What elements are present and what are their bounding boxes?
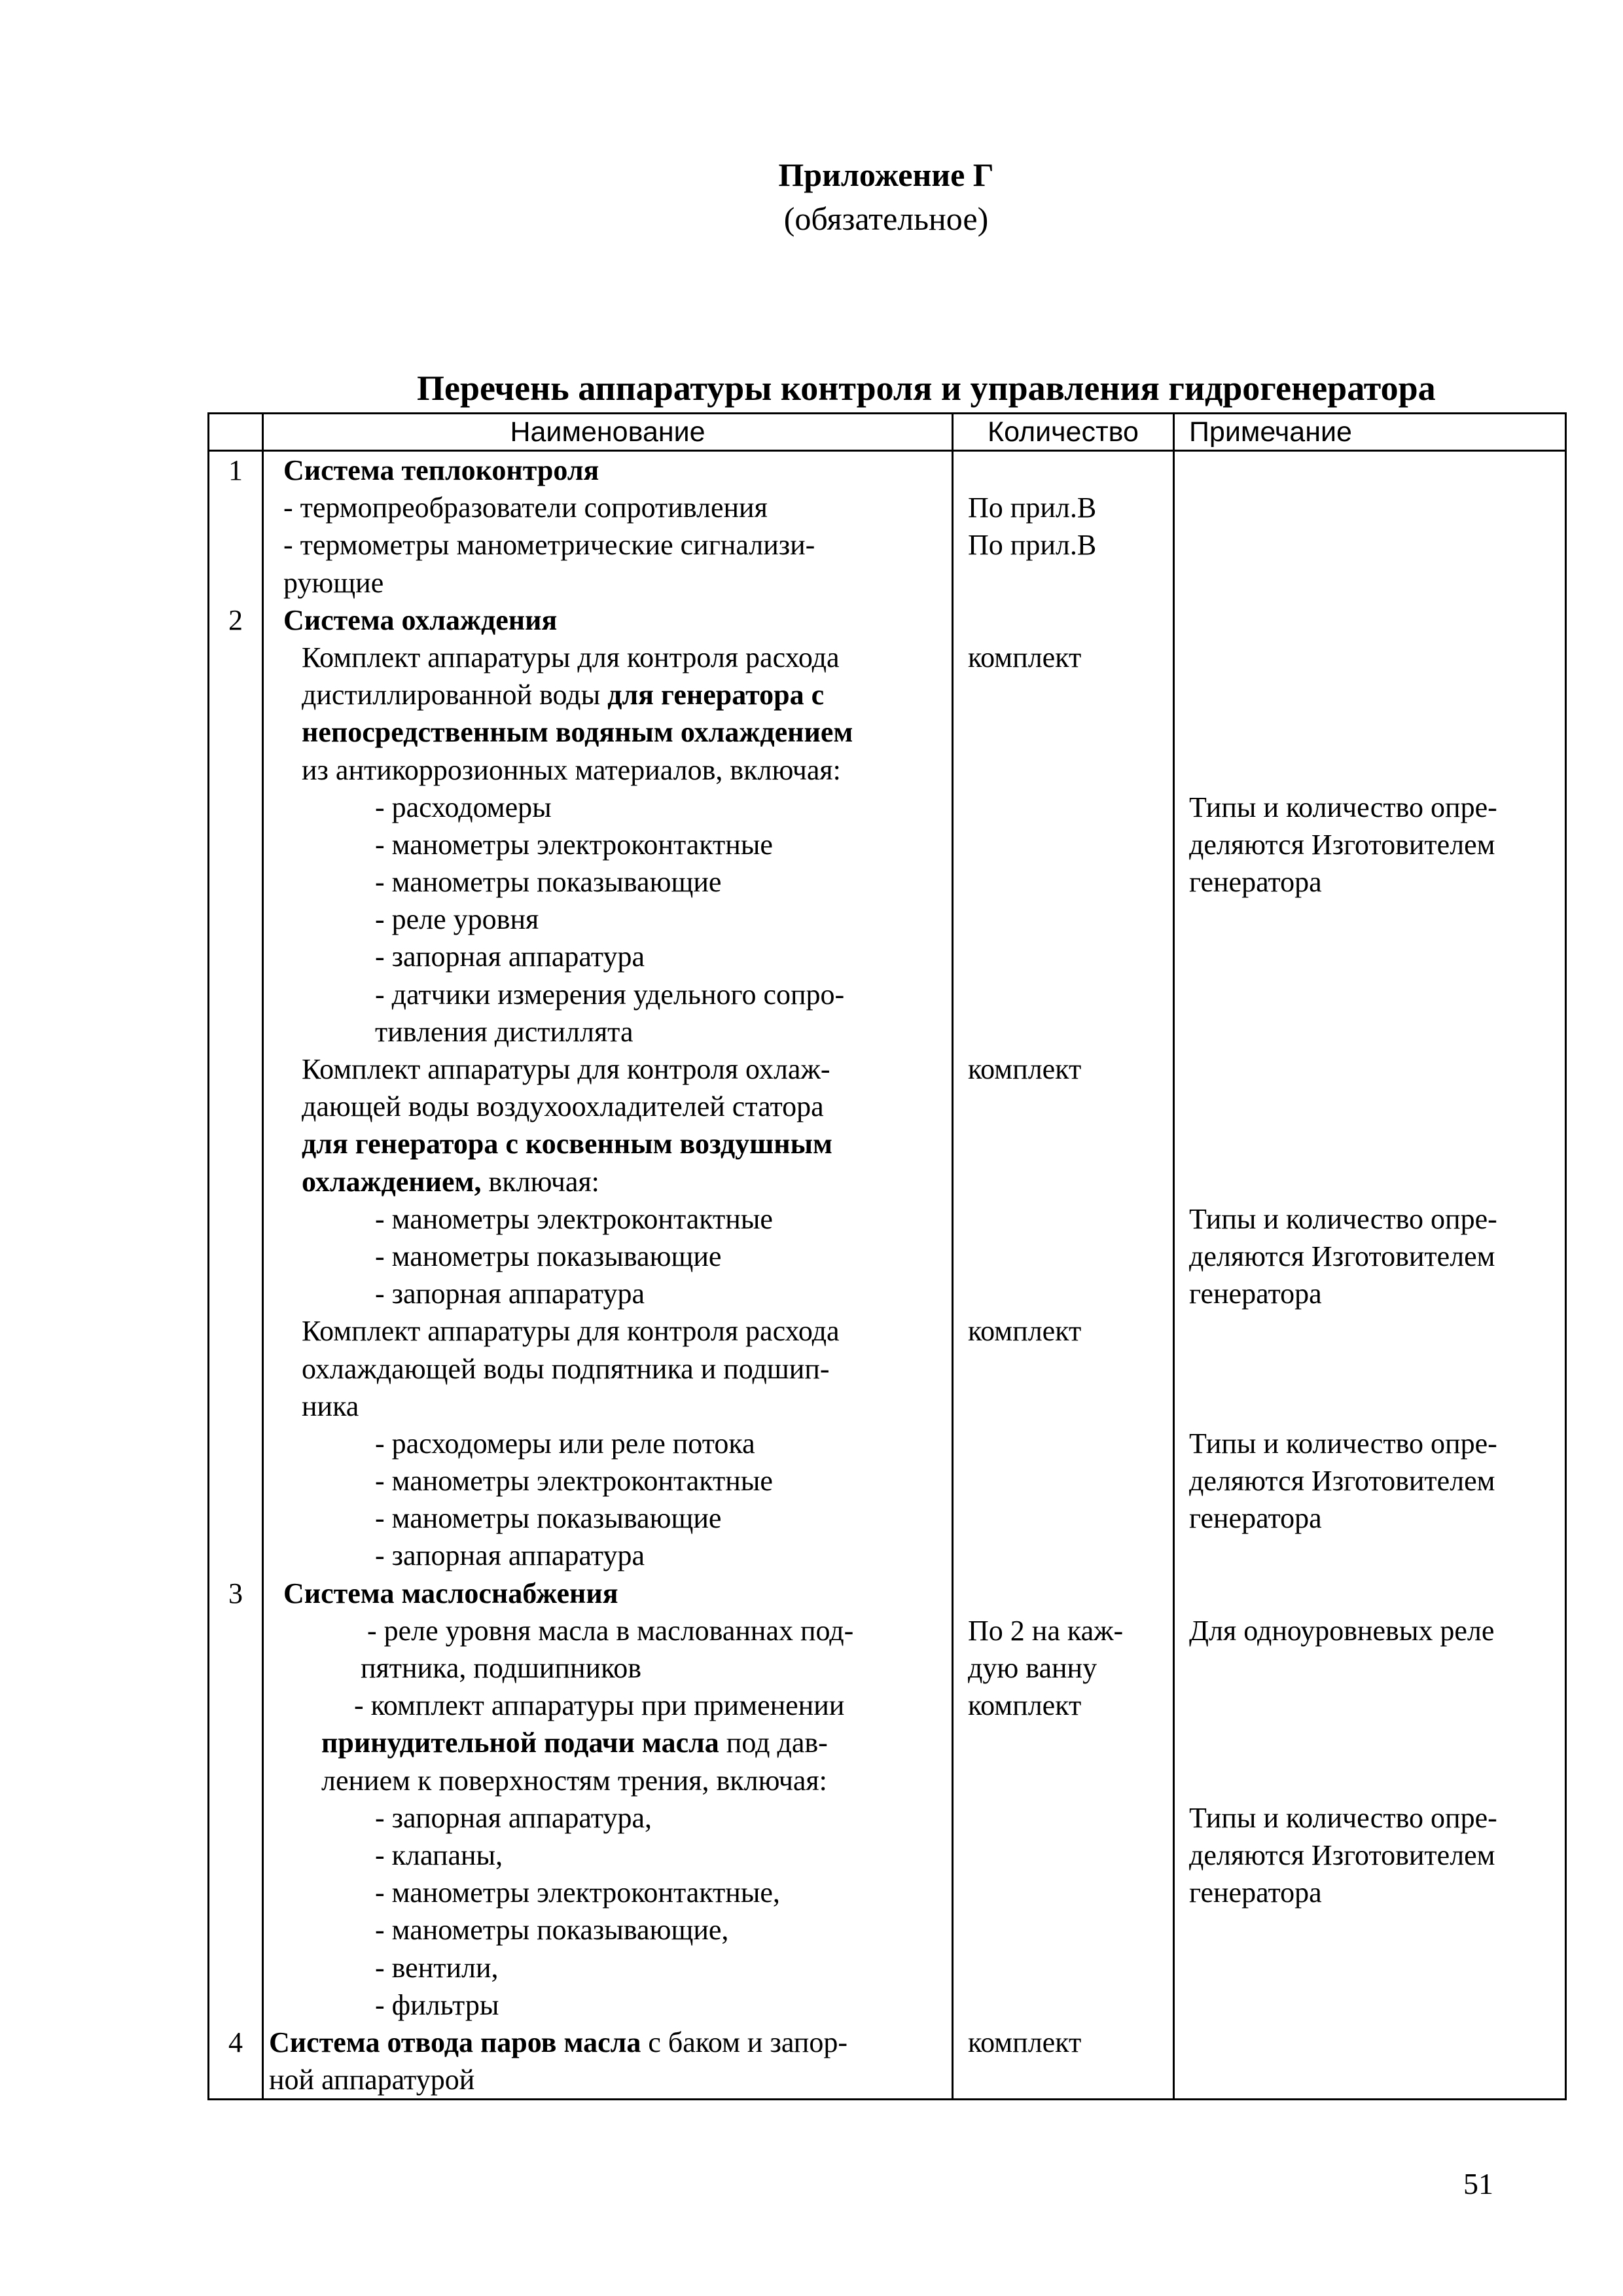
item-note: деляются Изготовителем — [1189, 828, 1495, 861]
row-number — [209, 1612, 262, 1649]
item-name — [264, 2024, 952, 2061]
row-number — [209, 789, 262, 826]
item-note — [1175, 676, 1565, 713]
item-note — [1175, 1350, 1565, 1388]
item-note — [1175, 1911, 1565, 1948]
item-name-part: из антикоррозионных материалов, включая: — [302, 753, 841, 786]
row-number: 1 — [228, 454, 243, 486]
item-name — [264, 826, 952, 863]
page-number: 51 — [1463, 2167, 1493, 2200]
row-number — [209, 1986, 262, 2024]
item-name — [264, 1050, 952, 1088]
item-name-part: Система отвода паров масла — [269, 2026, 641, 2058]
item-note: генератора — [1189, 1876, 1322, 1909]
row-number — [209, 1013, 262, 1050]
item-quantity: дую ванну — [968, 1652, 1097, 1684]
item-name-part: Комплект аппаратуры для контроля расхода — [302, 1315, 840, 1348]
item-note — [1175, 1537, 1565, 1574]
item-note — [1175, 2024, 1565, 2061]
note-column — [1174, 451, 1566, 2100]
item-quantity: комплект — [968, 1315, 1082, 1348]
item-name — [264, 1537, 952, 1574]
item-name-part: - расходомеры или реле потока — [375, 1427, 755, 1460]
header-name: Наименование — [263, 414, 953, 451]
item-note: Типы и количество опре- — [1189, 791, 1497, 823]
item-name-part: - вентили, — [375, 1951, 499, 1984]
item-name-part: для генератора с косвенным воздушным — [302, 1128, 832, 1160]
item-note: генератора — [1189, 1278, 1322, 1310]
item-name — [264, 863, 952, 901]
row-number — [209, 1949, 262, 1986]
item-quantity: комплект — [968, 1053, 1082, 1085]
item-name — [264, 1125, 952, 1162]
item-name — [264, 901, 952, 938]
item-quantity — [954, 1874, 1173, 1911]
item-quantity — [954, 938, 1173, 975]
item-quantity — [954, 1724, 1173, 1761]
item-name-part: дистиллированной воды — [302, 679, 608, 711]
row-number: 2 — [228, 603, 243, 636]
item-note: генератора — [1189, 866, 1322, 899]
item-name — [264, 1799, 952, 1837]
item-name-part: для генератора с — [607, 679, 825, 711]
item-name-part: - манометры показывающие — [375, 1240, 722, 1272]
row-number — [209, 1163, 262, 1200]
item-note — [1175, 938, 1565, 975]
item-name-part: дающей воды воздухоохладителей статора — [302, 1090, 824, 1123]
row-number — [209, 526, 262, 564]
item-name-part: Система охлаждения — [283, 603, 558, 636]
item-name-part: - запорная аппаратура — [375, 1539, 645, 1572]
item-name-part: - клапаны, — [375, 1839, 503, 1871]
item-quantity: По прил.В — [968, 529, 1097, 562]
item-name-part: ника — [302, 1390, 359, 1422]
number-column — [209, 451, 263, 2100]
table-header-row — [209, 414, 1566, 451]
row-number — [209, 489, 262, 526]
item-name — [264, 2061, 952, 2098]
row-number — [209, 1425, 262, 1462]
item-quantity — [954, 676, 1173, 713]
item-quantity — [954, 1350, 1173, 1388]
item-note — [1175, 976, 1565, 1013]
row-number — [209, 1238, 262, 1275]
item-name-part: тивления дистиллята — [375, 1015, 633, 1048]
header-number — [209, 414, 263, 451]
item-note — [1175, 1575, 1565, 1612]
item-name — [264, 1575, 952, 1612]
item-name-part: - фильтры — [375, 1988, 499, 2021]
header-note: Примечание — [1174, 414, 1566, 451]
item-name — [264, 601, 952, 639]
row-number: 3 — [228, 1577, 243, 1609]
item-name-part: - термопреобразователи сопротивления — [283, 492, 768, 524]
item-name — [264, 1986, 952, 2024]
item-quantity — [954, 564, 1173, 601]
quantity-column — [953, 451, 1174, 2100]
item-name-part: ной аппаратурой — [269, 2064, 475, 2096]
item-note — [1175, 601, 1565, 639]
item-quantity — [954, 1499, 1173, 1537]
appendix-title: Приложение Г — [778, 156, 994, 193]
table-title: Перечень аппаратуры контроля и управления гидрогенератора — [417, 368, 1436, 408]
item-note — [1175, 489, 1565, 526]
item-note: Для одноуровневых реле — [1189, 1614, 1495, 1647]
item-quantity — [954, 1462, 1173, 1499]
item-name — [264, 1911, 952, 1948]
item-name-part: Система маслоснабжения — [283, 1577, 618, 1609]
item-name — [264, 1388, 952, 1425]
item-note: генератора — [1189, 1502, 1322, 1535]
table-body-row — [209, 451, 1566, 2100]
item-note: деляются Изготовителем — [1189, 1240, 1495, 1272]
item-quantity — [954, 789, 1173, 826]
item-name — [264, 1312, 952, 1350]
row-number — [209, 1724, 262, 1761]
item-name-part: охлаждением, — [302, 1165, 482, 1198]
item-note — [1175, 1687, 1565, 1724]
item-name-part: включая: — [481, 1165, 599, 1198]
row-number — [209, 1911, 262, 1948]
item-name — [264, 1612, 952, 1649]
item-note: Типы и количество опре- — [1189, 1202, 1497, 1235]
row-number — [209, 1388, 262, 1425]
item-name — [264, 639, 952, 676]
row-number: 4 — [228, 2026, 243, 2058]
item-quantity — [954, 2061, 1173, 2098]
item-name-part: - манометры электроконтактные — [375, 1465, 773, 1498]
item-note — [1175, 1388, 1565, 1425]
row-number — [209, 1762, 262, 1799]
item-name — [264, 1687, 952, 1724]
item-name — [264, 1499, 952, 1537]
item-note: Типы и количество опре- — [1189, 1427, 1497, 1460]
row-number — [209, 1050, 262, 1088]
row-number — [209, 1687, 262, 1724]
item-note — [1175, 1949, 1565, 1986]
item-quantity — [954, 452, 1173, 489]
item-quantity — [954, 1799, 1173, 1837]
item-name — [264, 452, 952, 489]
item-name-part: непосредственным водяным охлаждением — [302, 716, 853, 749]
row-number — [209, 1537, 262, 1574]
item-quantity — [954, 976, 1173, 1013]
item-quantity — [954, 1575, 1173, 1612]
item-note — [1175, 751, 1565, 789]
item-note — [1175, 1050, 1565, 1088]
item-quantity — [954, 901, 1173, 938]
item-name — [264, 976, 952, 1013]
row-number — [209, 639, 262, 676]
item-name-part: - реле уровня — [375, 903, 539, 936]
appendix-subtitle: (обязательное) — [783, 200, 989, 237]
item-name-part: с баком и запор- — [641, 2026, 847, 2058]
row-number — [209, 564, 262, 601]
item-quantity — [954, 1163, 1173, 1200]
item-note: Типы и количество опре- — [1189, 1801, 1497, 1834]
item-name-part: Комплект аппаратуры для контроля расхода — [302, 641, 840, 673]
item-name — [264, 751, 952, 789]
row-number — [209, 863, 262, 901]
item-note — [1175, 564, 1565, 601]
item-quantity — [954, 1911, 1173, 1948]
item-quantity — [954, 1949, 1173, 1986]
item-name — [264, 489, 952, 526]
item-note — [1175, 713, 1565, 751]
item-name-part: - манометры показывающие — [375, 866, 722, 899]
item-note — [1175, 1125, 1565, 1162]
item-name-part: - запорная аппаратура — [375, 941, 645, 973]
item-name — [264, 1874, 952, 1911]
item-name — [264, 1949, 952, 1986]
row-number — [209, 901, 262, 938]
item-quantity: По 2 на каж- — [968, 1614, 1124, 1647]
item-name-part: - манометры показывающие — [375, 1502, 722, 1535]
item-note — [1175, 1762, 1565, 1799]
item-name — [264, 1350, 952, 1388]
item-quantity — [954, 1088, 1173, 1125]
row-number — [209, 1200, 262, 1238]
item-quantity — [954, 713, 1173, 751]
row-number — [209, 1799, 262, 1837]
item-name-part: - расходомеры — [375, 791, 552, 823]
item-name — [264, 676, 952, 713]
item-name-part: - запорная аппаратура — [375, 1278, 645, 1310]
item-name-part: Система теплоконтроля — [283, 454, 599, 486]
item-quantity — [954, 1388, 1173, 1425]
item-quantity — [954, 751, 1173, 789]
item-note: деляются Изготовителем — [1189, 1465, 1495, 1498]
item-name — [264, 1837, 952, 1874]
item-name-part: - манометры электроконтактные — [375, 828, 773, 861]
item-name-part: пятника, подшипников — [361, 1652, 641, 1684]
item-name — [264, 1200, 952, 1238]
item-quantity — [954, 863, 1173, 901]
item-name — [264, 526, 952, 564]
row-number — [209, 1125, 262, 1162]
item-quantity — [954, 1238, 1173, 1275]
equipment-table — [207, 412, 1567, 2100]
item-name-part: - манометры показывающие, — [375, 1914, 729, 1946]
row-number — [209, 976, 262, 1013]
item-name-part: - реле уровня масла в маслованнах под- — [367, 1614, 854, 1647]
item-quantity — [954, 826, 1173, 863]
item-name — [264, 789, 952, 826]
row-number — [209, 1275, 262, 1312]
item-name-part: - манометры электроконтактные, — [375, 1876, 780, 1909]
item-name — [264, 1013, 952, 1050]
item-name — [264, 938, 952, 975]
item-name — [264, 1425, 952, 1462]
item-note — [1175, 901, 1565, 938]
item-name — [264, 1462, 952, 1499]
item-quantity — [954, 601, 1173, 639]
item-quantity — [954, 1537, 1173, 1574]
header-quantity: Количество — [953, 414, 1174, 451]
item-name-part: принудительной подачи масла — [321, 1727, 719, 1759]
item-note — [1175, 1013, 1565, 1050]
item-note — [1175, 1649, 1565, 1687]
row-number — [209, 1499, 262, 1537]
item-note — [1175, 452, 1565, 489]
item-note — [1175, 1724, 1565, 1761]
row-number — [209, 2061, 262, 2098]
item-quantity — [954, 1837, 1173, 1874]
item-note — [1175, 1312, 1565, 1350]
item-quantity: комплект — [968, 1689, 1082, 1722]
row-number — [209, 751, 262, 789]
row-number — [209, 1350, 262, 1388]
item-quantity — [954, 1425, 1173, 1462]
item-name-part: под дав- — [719, 1727, 828, 1759]
item-note — [1175, 1986, 1565, 2024]
item-name — [264, 1163, 952, 1200]
item-quantity — [954, 1200, 1173, 1238]
row-number — [209, 1088, 262, 1125]
row-number — [209, 1874, 262, 1911]
row-number — [209, 1462, 262, 1499]
item-note — [1175, 526, 1565, 564]
item-quantity — [954, 1275, 1173, 1312]
item-note — [1175, 1088, 1565, 1125]
item-name — [264, 1275, 952, 1312]
row-number — [209, 1312, 262, 1350]
item-name-part: - термометры манометрические сигнализи- — [283, 529, 815, 562]
row-number — [209, 938, 262, 975]
item-name — [264, 1088, 952, 1125]
row-number — [209, 826, 262, 863]
item-name-part: - датчики измерения удельного сопро- — [375, 978, 845, 1011]
item-note: деляются Изготовителем — [1189, 1839, 1495, 1871]
row-number — [209, 1837, 262, 1874]
name-column — [263, 451, 953, 2100]
row-number — [209, 713, 262, 751]
item-name — [264, 564, 952, 601]
item-name-part: - комплект аппаратуры при применении — [354, 1689, 845, 1722]
item-quantity: По прил.В — [968, 492, 1097, 524]
item-name — [264, 1649, 952, 1687]
item-name-part: лением к поверхностям трения, включая: — [321, 1764, 827, 1797]
item-name-part: Комплект аппаратуры для контроля охлаж- — [302, 1053, 830, 1085]
item-quantity — [954, 1762, 1173, 1799]
item-name — [264, 1724, 952, 1761]
item-quantity — [954, 1013, 1173, 1050]
item-name-part: охлаждающей воды подпятника и подшип- — [302, 1352, 830, 1385]
item-name-part: рующие — [283, 566, 384, 599]
item-name-part: - манометры электроконтактные — [375, 1202, 773, 1235]
row-number — [209, 676, 262, 713]
item-quantity: комплект — [968, 641, 1082, 673]
item-name — [264, 713, 952, 751]
row-number — [209, 1649, 262, 1687]
item-name — [264, 1762, 952, 1799]
item-name — [264, 1238, 952, 1275]
item-quantity: комплект — [968, 2026, 1082, 2058]
item-quantity — [954, 1986, 1173, 2024]
item-note — [1175, 2061, 1565, 2098]
item-name-part: - запорная аппаратура, — [375, 1801, 652, 1834]
item-quantity — [954, 1125, 1173, 1162]
item-note — [1175, 1163, 1565, 1200]
item-note — [1175, 639, 1565, 676]
